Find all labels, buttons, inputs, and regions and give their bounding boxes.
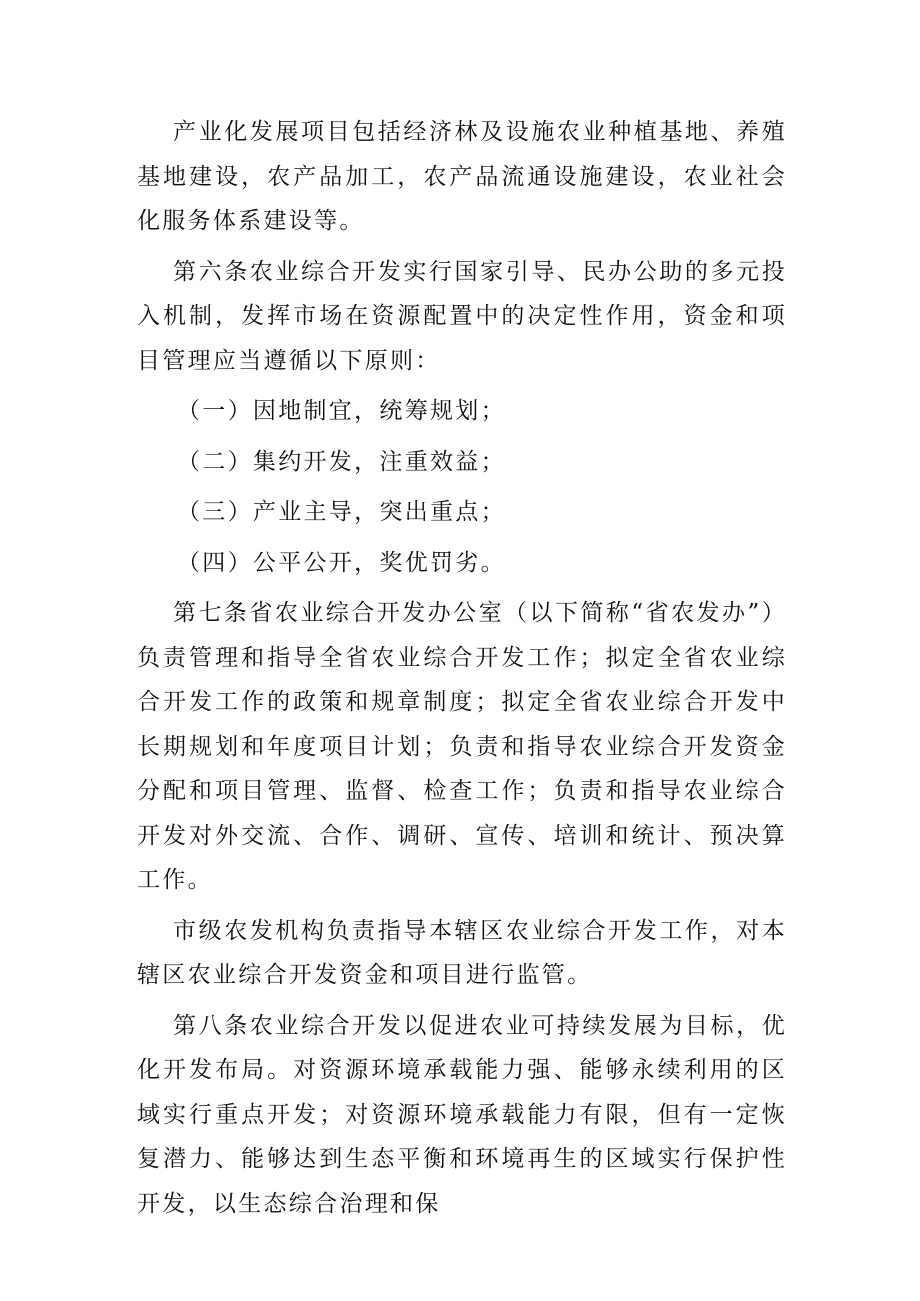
paragraph-municipal-agencies: 市级农发机构负责指导本辖区农业综合开发工作，对本辖区农业综合开发资金和项目进行监管。 [137, 917, 787, 988]
paragraph-article-6: 第六条农业综合开发实行国家引导、民办公助的多元投入机制，发挥市场在资源配置中的决定性作用，资金和项目管理应当遵循以下原则： [137, 258, 787, 374]
principle-item-1: （一）因地制宜，统筹规划； [177, 398, 506, 424]
principle-item-3: （三）产业主导，突出重点； [177, 499, 506, 525]
paragraph-industrialization-projects: 产业化发展项目包括经济林及设施农业种植基地、养殖基地建设，农产品加工，农产品流通设施建设，农业社会化服务体系建设等。 [137, 119, 787, 234]
paragraph-article-8: 第八条农业综合开发以促进农业可持续发展为目标，优化开发布局。对资源环境承载能力强、能够永续利用的区域实行重点开发；对资源环境承载能力有限，但有一定恢复潜力、能够达到生态平衡和环境再生的区域实行保护性开发，以生态综合治理和保 [137, 1012, 787, 1217]
principle-item-2: （二）集约开发，注重效益； [177, 448, 506, 475]
principle-item-4: （四）公平公开，奖优罚劣。 [177, 549, 506, 576]
paragraph-article-7: 第七条省农业综合开发办公室（以下简称“省农发办”）负责管理和指导全省农业综合开发工作；拟定全省农业综合开发工作的政策和规章制度；拟定全省农业综合开发中长期规划和年度项目计划；负责和指导农业综合开发资金分配和项目管理、监督、检查工作；负责和指导农业综合开发对外交流、合作、调研、宣传、培训和统计、预决算工作。 [137, 600, 787, 893]
document-body [137, 110, 787, 1232]
